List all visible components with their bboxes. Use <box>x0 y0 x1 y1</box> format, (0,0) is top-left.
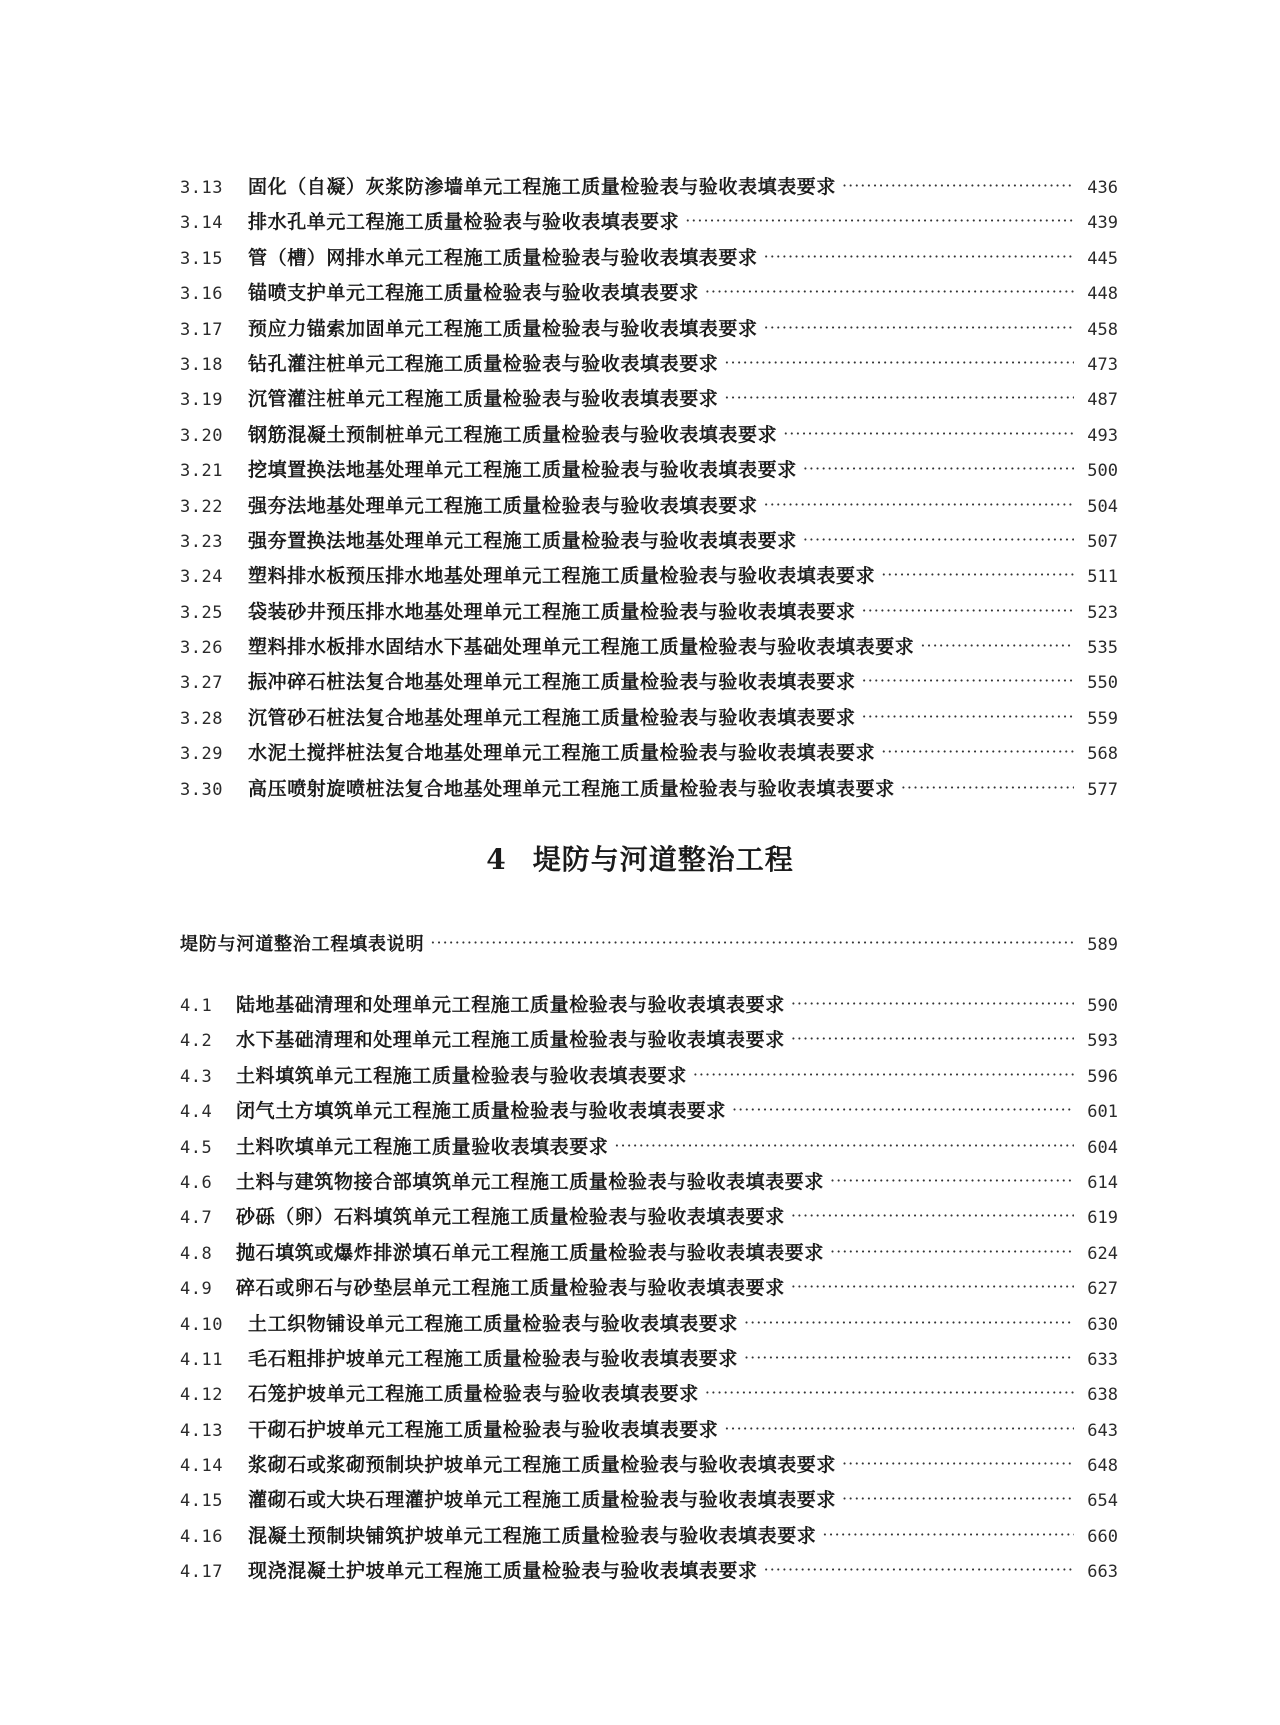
toc-entry <box>180 1415 1118 1450</box>
toc-entry-number: 3.19 <box>180 390 223 411</box>
toc-entry <box>180 243 1118 278</box>
toc-entry-page: 535 <box>1087 638 1118 659</box>
toc-entry-number: 3.21 <box>180 461 223 482</box>
toc-entry-title: 沉管砂石桩法复合地基处理单元工程施工质量检验表与验收表填表要求 <box>248 706 856 729</box>
toc-dot-leader <box>881 563 1074 582</box>
toc-dot-leader <box>842 1452 1074 1471</box>
toc-instructions-entry <box>180 930 1118 956</box>
toc-entry-page: 507 <box>1087 531 1118 552</box>
toc-dot-leader <box>764 245 1074 264</box>
toc-dot-leader <box>764 316 1074 335</box>
toc-entry <box>180 738 1118 773</box>
toc-entry-title: 混凝土预制块铺筑护坡单元工程施工质量检验表与验收表填表要求 <box>248 1524 817 1547</box>
toc-entry-number: 3.25 <box>180 602 223 623</box>
toc-entry-page: 596 <box>1087 1066 1118 1087</box>
toc-entry-number: 3.28 <box>180 708 223 729</box>
toc-entry-number: 3.26 <box>180 638 223 659</box>
toc-entry-number: 3.18 <box>180 354 223 375</box>
toc-dot-leader <box>881 740 1074 759</box>
toc-entry <box>180 207 1118 242</box>
toc-entry-page: 643 <box>1087 1420 1118 1441</box>
toc-entry-page: 577 <box>1087 779 1118 800</box>
toc-dot-leader <box>744 1311 1074 1330</box>
toc-entry <box>180 632 1118 667</box>
toc-dot-leader <box>791 992 1074 1011</box>
toc-entry-title: 强夯置换法地基处理单元工程施工质量检验表与验收表填表要求 <box>248 529 797 552</box>
toc-dot-leader <box>764 1558 1074 1577</box>
toc-entry-number: 4.8 <box>180 1243 213 1264</box>
toc-dot-leader <box>842 1487 1074 1506</box>
toc-entry-page: 568 <box>1087 744 1118 765</box>
toc-entry-number: 4.2 <box>180 1031 213 1052</box>
toc-entry-title: 现浇混凝土护坡单元工程施工质量检验表与验收表填表要求 <box>248 1560 758 1583</box>
toc-dot-leader <box>803 457 1074 476</box>
toc-entry-title: 土料吹填单元工程施工质量验收表填表要求 <box>236 1135 609 1158</box>
toc-dot-leader <box>901 776 1074 795</box>
toc-entry-number: 4.13 <box>180 1420 223 1441</box>
toc-entry-page: 619 <box>1087 1208 1118 1229</box>
toc-dot-leader <box>685 209 1074 228</box>
toc-dot-leader <box>803 528 1074 547</box>
toc-entry-number: 3.24 <box>180 567 223 588</box>
instructions-title: 堤防与河道整治工程填表说明 <box>180 934 425 955</box>
toc-entry-page: 436 <box>1087 178 1118 198</box>
toc-entry-number: 4.16 <box>180 1526 223 1547</box>
toc-entry-title: 钢筋混凝土预制桩单元工程施工质量检验表与验收表填表要求 <box>248 423 778 446</box>
toc-dot-leader <box>862 599 1074 618</box>
toc-entry-page: 445 <box>1087 248 1118 269</box>
toc-entry-title: 水泥土搅拌桩法复合地基处理单元工程施工质量检验表与验收表填表要求 <box>248 742 876 765</box>
toc-entry <box>180 774 1118 809</box>
toc-dot-leader <box>783 422 1074 441</box>
toc-entry <box>180 703 1118 738</box>
section-heading <box>0 838 1280 878</box>
toc-entry <box>180 1096 1118 1131</box>
toc-entry <box>180 1238 1118 1273</box>
toc-dot-leader <box>862 705 1074 724</box>
toc-entry-title: 袋装砂井预压排水地基处理单元工程施工质量检验表与验收表填表要求 <box>248 600 856 623</box>
toc-dot-leader <box>724 386 1074 405</box>
toc-entry-title: 沉管灌注桩单元工程施工质量检验表与验收表填表要求 <box>248 388 719 411</box>
toc-list-part4 <box>180 990 1118 1592</box>
toc-entry-page: 590 <box>1087 996 1118 1016</box>
toc-entry-title: 高压喷射旋喷桩法复合地基处理单元工程施工质量检验表与验收表填表要求 <box>248 777 895 800</box>
toc-dot-leader <box>744 1346 1074 1365</box>
toc-entry-number: 4.12 <box>180 1385 223 1406</box>
toc-entry-number: 4.17 <box>180 1562 223 1583</box>
toc-entry-title: 水下基础清理和处理单元工程施工质量检验表与验收表填表要求 <box>236 1029 785 1052</box>
toc-entry-page: 487 <box>1087 390 1118 411</box>
toc-entry-page: 638 <box>1087 1385 1118 1406</box>
toc-entry-title: 毛石粗排护坡单元工程施工质量检验表与验收表填表要求 <box>248 1347 739 1370</box>
section-title: 堤防与河道整治工程 <box>532 843 794 876</box>
toc-entry-number: 4.14 <box>180 1456 223 1477</box>
toc-entry <box>180 1521 1118 1556</box>
toc-dot-leader <box>842 174 1074 193</box>
toc-entry-title: 碎石或卵石与砂垫层单元工程施工质量检验表与验收表填表要求 <box>236 1277 785 1300</box>
toc-entry-number: 4.15 <box>180 1491 223 1512</box>
toc-entry-page: 593 <box>1087 1031 1118 1052</box>
toc-entry <box>180 1485 1118 1520</box>
toc-list-part3 <box>180 172 1118 809</box>
toc-dot-leader <box>430 932 1074 950</box>
toc-entry <box>180 455 1118 490</box>
toc-entry-page: 559 <box>1087 708 1118 729</box>
toc-entry-number: 3.20 <box>180 425 223 446</box>
toc-entry-page: 663 <box>1087 1562 1118 1583</box>
toc-entry-title: 抛石填筑或爆炸排淤填石单元工程施工质量检验表与验收表填表要求 <box>236 1241 825 1264</box>
toc-entry <box>180 1309 1118 1344</box>
toc-entry-page: 648 <box>1087 1456 1118 1477</box>
toc-entry-page: 601 <box>1087 1102 1118 1123</box>
toc-entry <box>180 278 1118 313</box>
toc-entry <box>180 420 1118 455</box>
toc-dot-leader <box>920 634 1074 653</box>
toc-entry-number: 4.5 <box>180 1137 213 1158</box>
toc-entry <box>180 990 1118 1025</box>
toc-entry-title: 塑料排水板预压排水地基处理单元工程施工质量检验表与验收表填表要求 <box>248 565 876 588</box>
toc-entry-number: 3.14 <box>180 213 223 234</box>
toc-dot-leader <box>862 669 1074 688</box>
toc-entry-title: 强夯法地基处理单元工程施工质量检验表与验收表填表要求 <box>248 494 758 517</box>
toc-entry-page: 523 <box>1087 602 1118 623</box>
toc-entry-title: 陆地基础清理和处理单元工程施工质量检验表与验收表填表要求 <box>236 994 785 1016</box>
toc-entry-page: 504 <box>1087 496 1118 517</box>
toc-entry-title: 固化（自凝）灰浆防渗墙单元工程施工质量检验表与验收表填表要求 <box>248 176 837 198</box>
toc-entry-title: 土料填筑单元工程施工质量检验表与验收表填表要求 <box>236 1064 687 1087</box>
toc-entry-number: 3.22 <box>180 496 223 517</box>
toc-dot-leader <box>791 1204 1074 1223</box>
toc-entry <box>180 1061 1118 1096</box>
toc-entry-page: 630 <box>1087 1314 1118 1335</box>
toc-entry-number: 4.4 <box>180 1102 213 1123</box>
toc-entry-page: 614 <box>1087 1172 1118 1193</box>
toc-entry <box>180 384 1118 419</box>
toc-dot-leader <box>791 1027 1074 1046</box>
toc-entry-page: 627 <box>1087 1279 1118 1300</box>
toc-entry-title: 振冲碎石桩法复合地基处理单元工程施工质量检验表与验收表填表要求 <box>248 671 856 694</box>
toc-dot-leader <box>614 1134 1074 1153</box>
toc-entry-title: 管（槽）网排水单元工程施工质量检验表与验收表填表要求 <box>248 246 758 269</box>
toc-entry-title: 土工织物铺设单元工程施工质量检验表与验收表填表要求 <box>248 1312 739 1335</box>
toc-entry-page: 604 <box>1087 1137 1118 1158</box>
toc-entry-number: 3.15 <box>180 248 223 269</box>
toc-entry-page: 493 <box>1087 425 1118 446</box>
toc-entry-title: 挖填置换法地基处理单元工程施工质量检验表与验收表填表要求 <box>248 459 797 482</box>
toc-dot-leader <box>693 1063 1074 1082</box>
toc-entry <box>180 314 1118 349</box>
toc-entry-page: 654 <box>1087 1491 1118 1512</box>
toc-entry-number: 4.11 <box>180 1349 223 1370</box>
toc-entry <box>180 1273 1118 1308</box>
toc-entry-number: 3.23 <box>180 531 223 552</box>
toc-dot-leader <box>822 1523 1074 1542</box>
toc-entry-page: 473 <box>1087 354 1118 375</box>
toc-entry-number: 4.7 <box>180 1208 213 1229</box>
toc-entry-title: 塑料排水板排水固结水下基础处理单元工程施工质量检验表与验收表填表要求 <box>248 636 915 659</box>
toc-entry-title: 钻孔灌注桩单元工程施工质量检验表与验收表填表要求 <box>248 352 719 375</box>
toc-entry-title: 排水孔单元工程施工质量检验表与验收表填表要求 <box>248 211 680 234</box>
toc-entry <box>180 1132 1118 1167</box>
toc-entry <box>180 1450 1118 1485</box>
toc-entry <box>180 172 1118 207</box>
toc-entry-number: 4.9 <box>180 1279 213 1300</box>
toc-entry-page: 511 <box>1087 567 1118 588</box>
toc-entry-number: 3.16 <box>180 284 223 305</box>
toc-entry-number: 3.30 <box>180 779 223 800</box>
toc-entry <box>180 1556 1118 1591</box>
toc-dot-leader <box>830 1169 1074 1188</box>
toc-entry-page: 624 <box>1087 1243 1118 1264</box>
toc-entry-number: 3.13 <box>180 178 223 198</box>
toc-entry-title: 闭气土方填筑单元工程施工质量检验表与验收表填表要求 <box>236 1100 727 1123</box>
toc-dot-leader <box>764 493 1074 512</box>
toc-dot-leader <box>732 1098 1074 1117</box>
toc-entry <box>180 349 1118 384</box>
toc-entry <box>180 1025 1118 1060</box>
toc-entry-title: 石笼护坡单元工程施工质量检验表与验收表填表要求 <box>248 1383 699 1406</box>
toc-entry-number: 4.3 <box>180 1066 213 1087</box>
toc-entry-page: 660 <box>1087 1526 1118 1547</box>
toc-entry-title: 预应力锚索加固单元工程施工质量检验表与验收表填表要求 <box>248 317 758 340</box>
toc-entry-title: 锚喷支护单元工程施工质量检验表与验收表填表要求 <box>248 282 699 305</box>
toc-dot-leader <box>830 1240 1074 1259</box>
toc-entry <box>180 1379 1118 1414</box>
toc-dot-leader <box>791 1275 1074 1294</box>
toc-entry <box>180 526 1118 561</box>
toc-entry-page: 550 <box>1087 673 1118 694</box>
toc-entry-title: 砂砾（卵）石料填筑单元工程施工质量检验表与验收表填表要求 <box>236 1206 785 1229</box>
toc-entry-page: 448 <box>1087 284 1118 305</box>
toc-entry <box>180 1344 1118 1379</box>
instructions-page: 589 <box>1087 935 1118 955</box>
toc-entry-number: 4.10 <box>180 1314 223 1335</box>
toc-entry <box>180 1167 1118 1202</box>
toc-entry-page: 458 <box>1087 319 1118 340</box>
section-number: 4 <box>486 843 507 876</box>
toc-entry-title: 土料与建筑物接合部填筑单元工程施工质量检验表与验收表填表要求 <box>236 1170 825 1193</box>
toc-entry-number: 4.6 <box>180 1172 213 1193</box>
toc-dot-leader <box>724 1417 1074 1436</box>
toc-entry-number: 3.17 <box>180 319 223 340</box>
toc-entry-number: 4.1 <box>180 996 213 1016</box>
toc-dot-leader <box>705 1381 1074 1400</box>
toc-entry <box>180 491 1118 526</box>
toc-entry-page: 500 <box>1087 461 1118 482</box>
toc-entry <box>180 561 1118 596</box>
toc-dot-leader <box>705 280 1074 299</box>
toc-entry <box>180 1202 1118 1237</box>
toc-entry-title: 灌砌石或大块石理灌护坡单元工程施工质量检验表与验收表填表要求 <box>248 1489 837 1512</box>
toc-entry-title: 干砌石护坡单元工程施工质量检验表与验收表填表要求 <box>248 1418 719 1441</box>
toc-dot-leader <box>724 351 1074 370</box>
toc-entry-page: 439 <box>1087 213 1118 234</box>
toc-entry-title: 浆砌石或浆砌预制块护坡单元工程施工质量检验表与验收表填表要求 <box>248 1454 837 1477</box>
toc-entry-number: 3.29 <box>180 744 223 765</box>
toc-entry <box>180 597 1118 632</box>
toc-entry <box>180 667 1118 702</box>
toc-entry-number: 3.27 <box>180 673 223 694</box>
toc-entry-page: 633 <box>1087 1349 1118 1370</box>
